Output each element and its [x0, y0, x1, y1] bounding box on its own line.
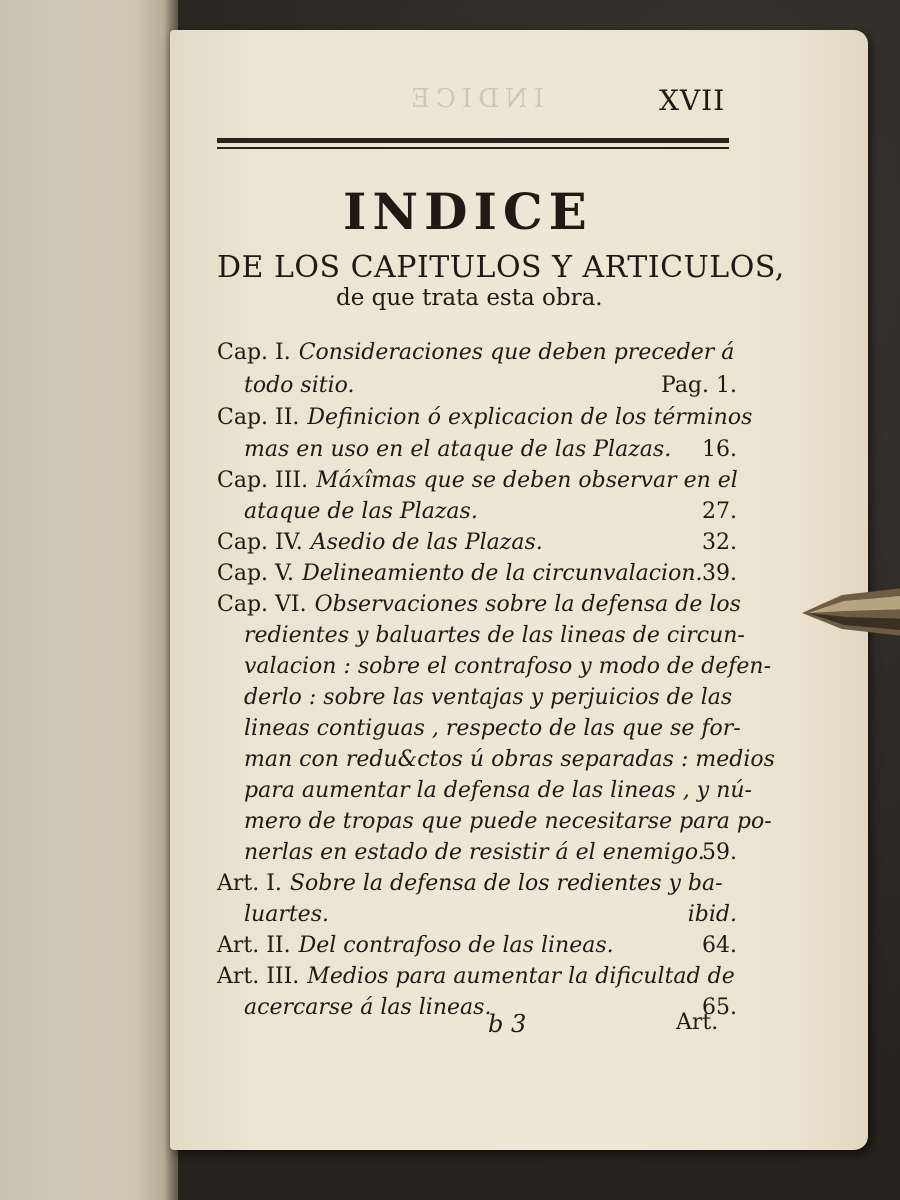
- entry-line: Asedio de las Plazas.: [310, 530, 543, 555]
- entry-label: Art. III.: [217, 964, 300, 989]
- index-entry: [217, 561, 737, 586]
- entry-line: valacion : sobre el contrafoso y modo de defen-: [244, 654, 772, 679]
- index-entry-continuation: [244, 902, 737, 927]
- index-entry-continuation: [244, 437, 737, 462]
- entry-line: Consideraciones que deben preceder á: [298, 340, 735, 365]
- index-entry-continuation: [244, 499, 737, 524]
- entry-line: luartes.: [244, 902, 329, 927]
- page-subtitle: DE LOS CAPITULOS Y ARTICULOS,: [217, 250, 785, 285]
- bleed-through-text: INDICE: [405, 84, 545, 114]
- entry-line: Delineamiento de la circunvalacion.: [302, 561, 703, 586]
- header-rule-thin: [217, 147, 729, 149]
- entry-label: Art. II.: [217, 933, 291, 958]
- entry-line: Observaciones sobre la defensa de los: [314, 592, 741, 617]
- signature-mark: b 3: [488, 1010, 527, 1038]
- entry-line: Medios para aumentar la dificultad de: [307, 964, 735, 989]
- index-entry: [217, 933, 737, 958]
- entry-line: Del contrafoso de las lineas.: [298, 933, 614, 958]
- entry-line: para aumentar la defensa de las lineas , y nú-: [244, 778, 752, 803]
- entry-line: mas en uso en el ataque de las Plazas.: [244, 437, 672, 462]
- running-head: XVII: [659, 84, 726, 117]
- entry-page-number: 27.: [702, 499, 737, 524]
- entry-line: ataque de las Plazas.: [244, 499, 478, 524]
- index-entry: [217, 871, 737, 896]
- entry-line: derlo : sobre las ventajas y perjuicios de las: [244, 685, 733, 710]
- index-entry: [217, 530, 737, 555]
- left-page: [0, 0, 178, 1200]
- index-entry: [217, 592, 741, 617]
- entry-line: lineas contiguas , respecto de las que se for-: [244, 716, 741, 741]
- index-entry-continuation: [244, 373, 737, 398]
- entry-page-number: 64.: [702, 933, 737, 958]
- entry-page-number: 32.: [702, 530, 737, 555]
- header-rule-thick: [217, 138, 729, 143]
- entry-line: acercarse á las lineas.: [244, 995, 492, 1020]
- index-entry: [217, 340, 737, 365]
- entry-label: Cap. II.: [217, 405, 300, 430]
- index-entry: [217, 964, 737, 989]
- entry-page-number: ibid.: [687, 902, 737, 927]
- page-title: INDICE: [343, 182, 593, 241]
- entry-page-number: 59.: [702, 840, 737, 865]
- entry-line: Definicion ó explicacion de los términos: [307, 405, 753, 430]
- entry-line: todo sitio.: [244, 373, 355, 398]
- page-subtitle-line-2: de que trata esta obra.: [336, 285, 603, 311]
- entry-line: redientes y baluartes de las lineas de circun-: [244, 623, 745, 648]
- index-entry: [217, 468, 737, 493]
- entry-line: man con redu&ctos ú obras separadas : medios: [244, 747, 775, 772]
- entry-label: Cap. III.: [217, 468, 309, 493]
- entry-page-number: 39.: [702, 561, 737, 586]
- metal-page-marker: [802, 585, 900, 640]
- entry-page-number: 16.: [702, 437, 737, 462]
- entry-page-number: 65.: [702, 995, 737, 1020]
- entry-page-number: Pag. 1.: [661, 373, 737, 398]
- entry-label: Cap. IV.: [217, 530, 303, 555]
- entry-label: Cap. VI.: [217, 592, 307, 617]
- entry-line: Máxîmas que se deben observar en el: [316, 468, 738, 493]
- catchword: Art.: [676, 1010, 719, 1035]
- entry-line: mero de tropas que puede necesitarse para po-: [244, 809, 772, 834]
- entry-line: nerlas en estado de resistir á el enemigo.: [244, 840, 705, 865]
- index-entry: [217, 405, 753, 430]
- index-entry-continuation: [244, 840, 737, 865]
- entry-label: Art. I.: [217, 871, 282, 896]
- entry-label: Cap. I.: [217, 340, 291, 365]
- entry-line: Sobre la defensa de los redientes y ba-: [289, 871, 723, 896]
- entry-label: Cap. V.: [217, 561, 295, 586]
